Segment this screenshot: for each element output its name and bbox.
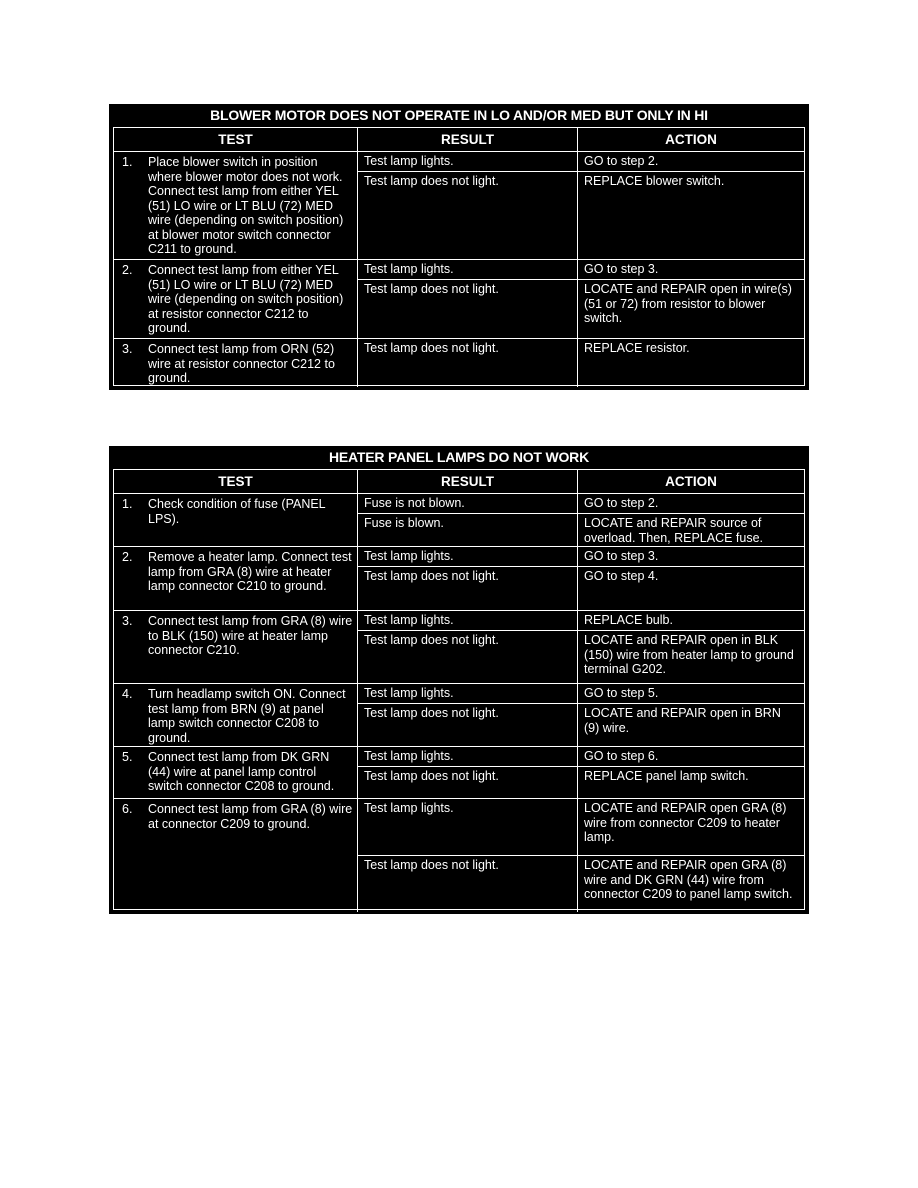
- action-cell: GO to step 2.: [584, 496, 659, 510]
- result-action-row: [358, 747, 804, 767]
- step-row: [114, 152, 804, 260]
- result-cell: Test lamp does not light.: [358, 631, 578, 683]
- diagnostic-table-heater-panel-lamps: [109, 446, 809, 914]
- test-cell: [114, 339, 358, 387]
- test-text: Connect test lamp from ORN (52) wire at resistor connector C212 to ground.: [148, 342, 335, 385]
- result-action-row: [358, 567, 804, 610]
- test-cell: [114, 260, 358, 338]
- result-cell: Test lamp does not light.: [358, 767, 578, 798]
- result-action-row: [358, 856, 804, 912]
- result-cell: Fuse is blown.: [358, 514, 578, 547]
- result-action-row: [358, 684, 804, 704]
- step-number: 6.: [122, 802, 133, 816]
- result-action-row: [358, 280, 804, 338]
- header-test: TEST: [114, 470, 358, 493]
- step-row: [114, 494, 804, 547]
- result-cell: Test lamp does not light.: [358, 567, 578, 610]
- result-action-row: [358, 514, 804, 547]
- test-cell: [114, 747, 358, 798]
- result-action-row: [358, 799, 804, 856]
- step-row: [114, 799, 804, 912]
- step-row: [114, 684, 804, 747]
- action-cell: GO to step 6.: [584, 749, 659, 763]
- step-number: 2.: [122, 550, 133, 564]
- step-number: 2.: [122, 263, 133, 277]
- result-action-row: [358, 339, 804, 387]
- step-row: [114, 547, 804, 611]
- test-cell: [114, 684, 358, 746]
- action-cell: GO to step 2.: [584, 154, 659, 168]
- result-cell: Test lamp does not light.: [358, 172, 578, 259]
- test-cell: [114, 799, 358, 912]
- result-cell: Test lamp does not light.: [358, 704, 578, 746]
- action-cell: LOCATE and REPAIR source of overload. Then, REPLACE fuse.: [584, 516, 764, 545]
- header-result: RESULT: [358, 128, 578, 151]
- test-text: Connect test lamp from GRA (8) wire at connector C209 to ground.: [148, 802, 353, 831]
- step-row: [114, 260, 804, 339]
- action-cell: GO to step 3.: [584, 262, 659, 276]
- diagnostic-table-blower-motor: [109, 104, 809, 390]
- action-cell: LOCATE and REPAIR open in BRN (9) wire.: [584, 706, 781, 735]
- test-text: Check condition of fuse (PANEL LPS).: [148, 497, 326, 526]
- action-cell: LOCATE and REPAIR open GRA (8) wire from connector C209 to heater lamp.: [584, 801, 787, 844]
- table-header-row: [114, 470, 804, 494]
- result-action-row: [358, 260, 804, 280]
- result-cell: Test lamp lights.: [358, 547, 578, 566]
- test-cell: [114, 547, 358, 610]
- test-text: Remove a heater lamp. Connect test lamp from GRA (8) wire at heater lamp connector C210 to ground.: [148, 550, 352, 593]
- test-text: Connect test lamp from either YEL (51) LO wire or LT BLU (72) MED wire (depending on switch position) at resistor connector C212 to ground.: [148, 263, 344, 335]
- result-cell: Test lamp lights.: [358, 611, 578, 630]
- step-number: 4.: [122, 687, 133, 701]
- action-cell: REPLACE resistor.: [584, 341, 690, 355]
- step-row: [114, 339, 804, 387]
- result-cell: Fuse is not blown.: [358, 494, 578, 513]
- action-cell: LOCATE and REPAIR open GRA (8) wire and DK GRN (44) wire from connector C209 to panel lamp switch.: [584, 858, 793, 901]
- result-action-row: [358, 704, 804, 746]
- result-cell: Test lamp does not light.: [358, 856, 578, 912]
- test-cell: [114, 494, 358, 546]
- action-cell: GO to step 5.: [584, 686, 659, 700]
- result-cell: Test lamp lights.: [358, 152, 578, 171]
- action-cell: REPLACE bulb.: [584, 613, 673, 627]
- step-row: [114, 611, 804, 684]
- result-action-row: [358, 172, 804, 259]
- result-cell: Test lamp lights.: [358, 684, 578, 703]
- step-number: 3.: [122, 614, 133, 628]
- header-action: ACTION: [665, 132, 717, 147]
- result-cell: Test lamp does not light.: [358, 280, 578, 338]
- result-action-row: [358, 631, 804, 683]
- test-text: Place blower switch in position where blower motor does not work. Connect test lamp from either YEL (51) LO wire or LT BLU (72) MED wire (depending on switch position) at blower motor switch connector C211 to ground.: [148, 155, 344, 256]
- action-cell: LOCATE and REPAIR open in BLK (150) wire from heater lamp to ground terminal G202.: [584, 633, 794, 676]
- step-number: 1.: [122, 497, 133, 511]
- test-text: Turn headlamp switch ON. Connect test lamp from BRN (9) at panel lamp switch connector C208 to ground.: [148, 687, 346, 745]
- header-result: RESULT: [358, 470, 578, 493]
- test-cell: [114, 152, 358, 259]
- step-row: [114, 747, 804, 799]
- result-cell: Test lamp lights.: [358, 799, 578, 855]
- result-cell: Test lamp lights.: [358, 747, 578, 766]
- table-title: BLOWER MOTOR DOES NOT OPERATE IN LO AND/OR MED BUT ONLY IN HI: [210, 107, 708, 123]
- step-number: 5.: [122, 750, 133, 764]
- result-action-row: [358, 767, 804, 798]
- action-cell: GO to step 4.: [584, 569, 659, 583]
- result-action-row: [358, 611, 804, 631]
- result-action-row: [358, 494, 804, 514]
- action-cell: REPLACE panel lamp switch.: [584, 769, 749, 783]
- result-cell: Test lamp lights.: [358, 260, 578, 279]
- result-action-row: [358, 547, 804, 567]
- action-cell: LOCATE and REPAIR open in wire(s) (51 or 72) from resistor to blower switch.: [584, 282, 792, 325]
- table-grid: [113, 469, 805, 910]
- table-header-row: [114, 128, 804, 152]
- action-cell: REPLACE blower switch.: [584, 174, 725, 188]
- test-text: Connect test lamp from GRA (8) wire to BLK (150) wire at heater lamp connector C210.: [148, 614, 353, 657]
- result-action-row: [358, 152, 804, 172]
- action-cell: GO to step 3.: [584, 549, 659, 563]
- test-cell: [114, 611, 358, 683]
- result-cell: Test lamp does not light.: [358, 339, 578, 387]
- header-test: TEST: [114, 128, 358, 151]
- test-text: Connect test lamp from DK GRN (44) wire at panel lamp control switch connector C208 to ground.: [148, 750, 335, 793]
- step-number: 3.: [122, 342, 133, 356]
- table-title: HEATER PANEL LAMPS DO NOT WORK: [328, 449, 589, 465]
- header-action: ACTION: [665, 474, 717, 489]
- table-grid: [113, 127, 805, 386]
- step-number: 1.: [122, 155, 133, 169]
